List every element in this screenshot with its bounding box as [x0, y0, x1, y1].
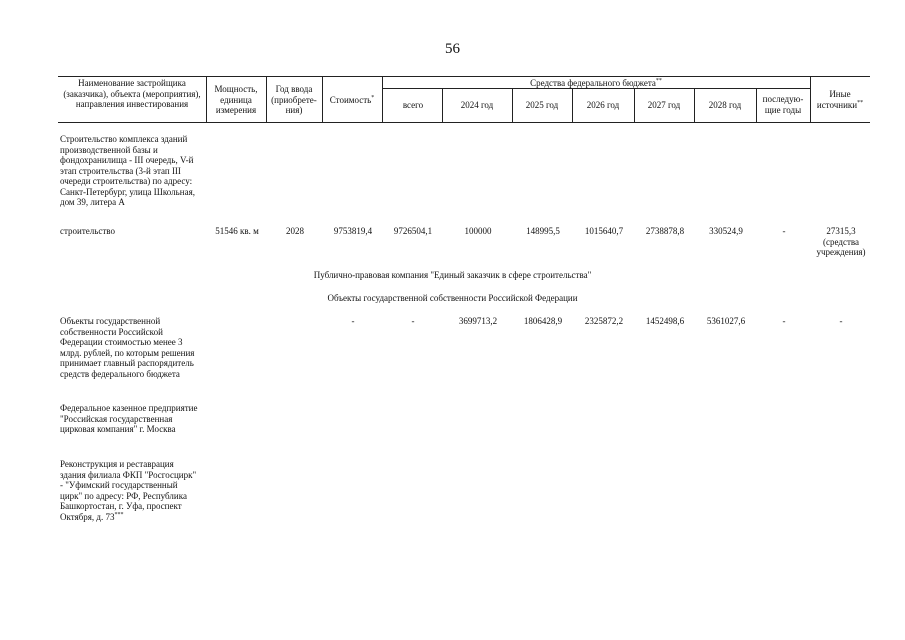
- object-name: Реконструкция и реставрация здания филиала ФКП "Росгосцирк" - "Уфимский государственный цирк" по адресу: РФ, Республика Башкортостан, г. Уфа, проспект Октября, д. 73***: [60, 459, 197, 522]
- col-divider: [266, 76, 267, 122]
- header-total: всего: [402, 100, 424, 110]
- header-2028: 2028 год: [708, 100, 742, 110]
- row-construction-2024: 100000: [464, 226, 492, 236]
- page-number: 56: [445, 41, 460, 57]
- table-top-rule: [58, 76, 870, 77]
- row-state-objects-later: -: [782, 316, 786, 326]
- row-state-objects-2024: 3699713,2: [458, 316, 498, 326]
- header-capacity: Мощность, единица измерения: [214, 84, 258, 115]
- row-construction-2025: 148995,5: [526, 226, 560, 236]
- row-construction-capacity: 51546 кв. м: [215, 226, 259, 236]
- row-state-objects-2025: 1806428,9: [523, 316, 563, 326]
- col-divider: [206, 76, 207, 122]
- row-construction-year: 2028: [286, 226, 304, 236]
- row-state-objects-total: -: [411, 316, 415, 326]
- row-construction-2026: 1015640,7: [584, 226, 624, 236]
- header-year: Год ввода (приобрете-ния): [271, 84, 317, 115]
- header-federal-budget: Средства федерального бюджета**: [530, 78, 662, 88]
- section-title: Публично-правовая компания "Единый заказчик в сфере строительства": [313, 270, 592, 280]
- row-construction-other: 27315,3 (средства учреждения): [816, 226, 866, 257]
- header-2027: 2027 год: [647, 100, 681, 110]
- col-divider: [756, 88, 757, 122]
- row-construction-total: 9726504,1: [393, 226, 433, 236]
- row-state-objects-2027: 1452498,6: [645, 316, 685, 326]
- header-2025: 2025 год: [525, 100, 559, 110]
- col-divider: [322, 76, 323, 122]
- header-bottom-rule: [58, 122, 870, 123]
- row-state-objects-2026: 2325872,2: [584, 316, 624, 326]
- header-cost: Стоимость*: [329, 95, 375, 105]
- row-state-objects-cost: -: [351, 316, 355, 326]
- col-divider: [382, 76, 383, 122]
- row-construction-2028: 330524,9: [709, 226, 743, 236]
- header-name: Наименование застройщика (заказчика), объекта (мероприятия), направления инвестирования: [63, 78, 201, 109]
- row-state-objects-other: -: [839, 316, 843, 326]
- header-2024: 2024 год: [460, 100, 494, 110]
- col-divider: [810, 76, 811, 122]
- row-construction-later: -: [782, 226, 786, 236]
- header-2026: 2026 год: [586, 100, 620, 110]
- row-construction-2027: 2738878,8: [645, 226, 685, 236]
- subsection-title: Объекты государственной собственности Российской Федерации: [327, 293, 578, 303]
- enterprise-name: Федеральное казенное предприятие "Российская государственная цирковая компания" г. Москва: [60, 403, 198, 434]
- header-other-sources: Иные источники**: [816, 89, 864, 110]
- header-later-years: последую-щие годы: [762, 94, 804, 115]
- row-state-objects-2028: 5361027,6: [706, 316, 746, 326]
- object-name: Строительство комплекса зданий производственной базы и фондохранилища - III очередь, V-й этап строительства (3-й этап III очереди строительства) по адресу: Санкт-Петербург, улица Школьная, дом 39, литера А: [60, 134, 195, 207]
- row-construction-name: строительство: [60, 226, 115, 236]
- row-construction-cost: 9753819,4: [333, 226, 373, 236]
- row-state-objects-name: Объекты государственной собственности Российской Федерации стоимостью менее 3 млрд. рублей, по которым решения принимает главный распорядитель средств федерального бюджета: [60, 316, 195, 379]
